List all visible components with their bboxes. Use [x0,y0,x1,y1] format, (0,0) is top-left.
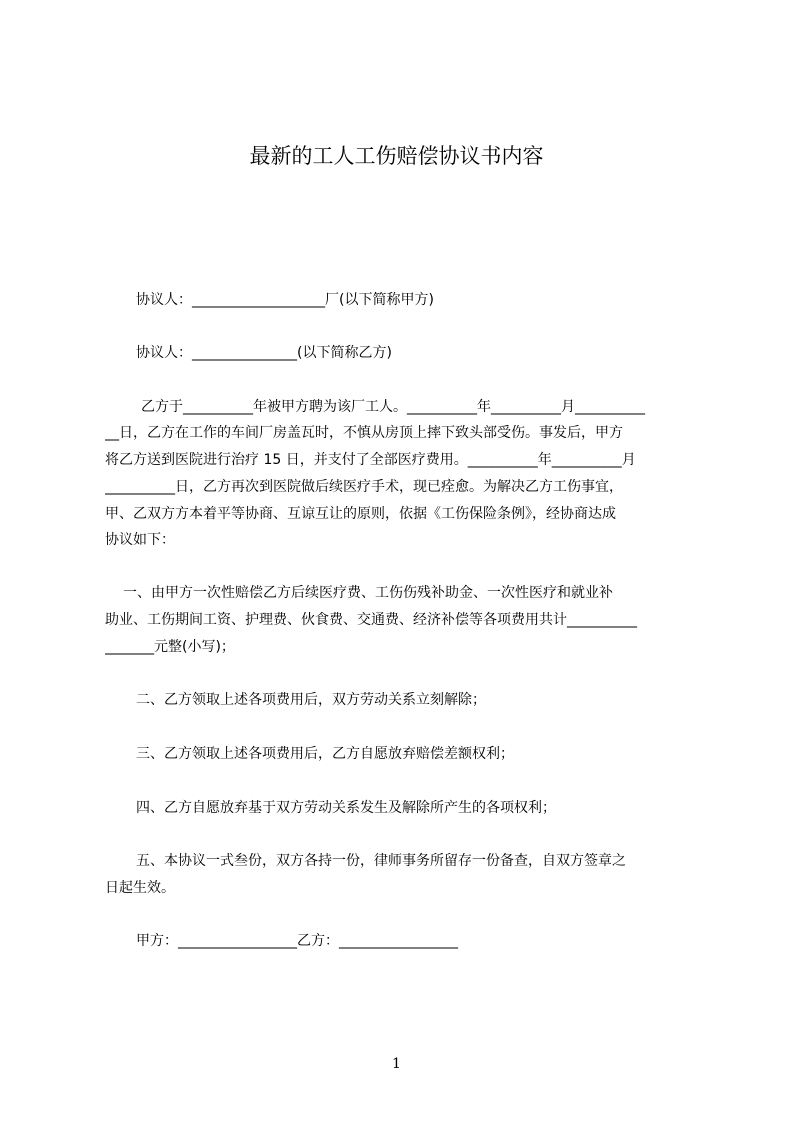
facts-line-4: __________日，乙方再次到医院做后续医疗手术，现已痊愈。为解决乙方工伤事宜， [105,479,623,495]
clause-5-line-1: 五、本协议一式叁份，双方各持一份，律师事务所留存一份备查，自双方签章之 [136,853,626,869]
clause-4: 四、乙方自愿放弃基于双方劳动关系发生及解除所产生的各项权利； [136,800,556,816]
clause-1-line-1: 一、由甲方一次性赔偿乙方后续医疗费、工伤伤残补助金、一次性医疗和就业补 [123,585,613,601]
facts-line-2: __日，乙方在工作的车间厂房盖瓦时，不慎从房顶上摔下致头部受伤。事发后，甲方 [105,425,623,441]
document-title: 最新的工人工伤赔偿协议书内容 [249,144,544,168]
clause-3: 三、乙方领取上述各项费用后，乙方自愿放弃赔偿差额权利； [136,746,514,762]
clause-2: 二、乙方领取上述各项费用后，双方劳动关系立刻解除； [136,692,486,708]
facts-line-3: 将乙方送到医院进行治疗 15 日，并支付了全部医疗费用。__________年__________月 [105,452,636,468]
page-number: 1 [392,1056,401,1072]
facts-line-5: 甲、乙双方方本着平等协商、互谅互让的原则，依据《工伤保险条例》，经协商达成 [105,506,616,522]
clause-5-line-2: 日起生效。 [105,880,175,896]
party-b-line: 协议人：_______________(以下简称乙方) [136,345,392,361]
party-a-line: 协议人：___________________厂(以下简称甲方) [136,292,434,308]
clause-1-line-2: 助业、工伤期间工资、护理费、伙食费、交通费、经济补偿等各项费用共计__________ [105,612,637,628]
signature-line: 甲方：_________________乙方：_________________ [136,933,458,949]
facts-line-1: 乙方于__________年被甲方聘为该厂工人。__________年__________月__________ [141,399,645,415]
facts-line-6: 协议如下： [105,532,175,548]
clause-1-line-3: _______元整(小写)； [105,639,235,655]
